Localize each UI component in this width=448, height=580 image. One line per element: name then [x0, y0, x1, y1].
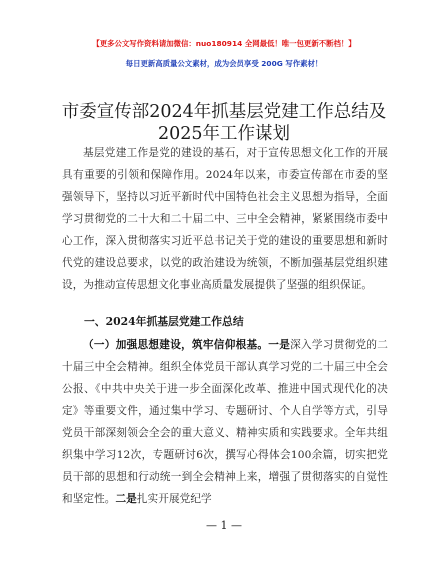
body-paragraph	[62, 334, 388, 510]
second-point-text: 扎实开展党纪学	[136, 493, 212, 505]
first-point-label: 一是	[268, 339, 291, 351]
second-point-label: 二是	[115, 493, 137, 505]
document-title: 市委宣传部2024年抓基层党建工作总结及2025年工作谋划	[61, 102, 387, 144]
page-number: — 1 —	[206, 519, 242, 532]
promo-banner-line-2: 每日更新高质量公文素材，成为会员享受 200G 写作素材！	[125, 59, 323, 68]
sub-heading: （一）加强思想建设，筑牢信仰根基。	[83, 339, 269, 351]
intro-paragraph: 基层党建工作是党的建设的基石，对于宣传思想文化工作的开展具有重要的引领和保障作用。2024年以来，市委宣传部在市委的坚强领导下，坚持以习近平新时代中国特色社会主义思想为指导，全面学习贯彻党的二十大和二十届二中、三中全会精神，紧紧围绕市委中心工作，深入贯彻落实习近平总书记关于党的建设的重要思想和新时代党的建设总要求，以党的政治建设为统领，不断加强基层党组织建设，为推动宣传思想文化事业高质量发展提供了坚强的组织保证。	[62, 147, 388, 291]
section-heading: 一、2024年抓基层党建工作总结	[84, 315, 244, 328]
promo-banner-line-1: 【更多公文写作资料请加微信：nuo180914 全网最低！唯一包更新不断档！】	[92, 39, 356, 48]
first-point-text: 深入学习贯彻党的二十届三中全会精神。组织全体党员干部认真学习党的二十届三中全会公报、《中共中央关于进一步全面深化改革、推进中国式现代化的决定》等重要文件，通过集中学习、专题研讨、个人自学等方式，引导党员干部深刻领会全会的重大意义、精神实质和实践要求。全年共组织集中学习12次，专题研讨6次，撰写心得体会100余篇，切实把党员干部的思想和行动统一到全会精神上来，增强了贯彻落实的自觉性和坚定性。	[62, 339, 389, 505]
